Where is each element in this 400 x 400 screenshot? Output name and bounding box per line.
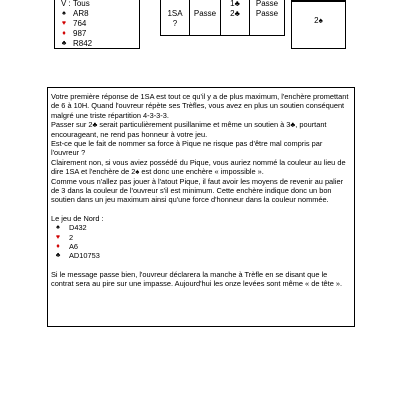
paragraph: Votre première réponse de 1SA est tout ce qu'il y a de plus maximum, l'enchère promettant de 6 à 10H. Quand l'ouvreur répète ses Trèfles, vous avez en plus un soutien conséquent malgré une triste répartition 4-3-3-3. bbox=[51, 92, 349, 120]
spade-icon: ♠ bbox=[56, 224, 60, 232]
club-icon: ♣ bbox=[55, 252, 61, 260]
bidding-table bbox=[160, 0, 285, 36]
paragraph: Passer sur 2♣ serait particulièrement pusillanime et même un soutien à 3♣, pourtant encourageant, ne rend pas honneur à votre jeu. bbox=[51, 120, 327, 139]
suit-cards: 2 bbox=[69, 232, 74, 242]
paragraph: Est-ce que le fait de nommer sa force à Pique ne risque pas d'être mal compris par l'ouvreur ? bbox=[51, 139, 323, 158]
bid-cell: Passe bbox=[255, 0, 279, 8]
suit-cards: 987 bbox=[73, 29, 87, 38]
suit-cards: 764 bbox=[73, 19, 87, 28]
bid-cell: 1SA bbox=[167, 9, 183, 18]
north-hand-title: Le jeu de Nord : bbox=[51, 213, 104, 223]
heart-icon: ♥ bbox=[61, 20, 67, 27]
suit-cards: R842 bbox=[73, 39, 93, 48]
bid-cell: 2♣ bbox=[230, 9, 240, 18]
suit-cards: D432 bbox=[69, 223, 87, 233]
west-hand-box bbox=[54, 0, 140, 49]
hand-suit-row bbox=[51, 251, 351, 260]
contract-bid: 2♠ bbox=[314, 16, 323, 25]
bid-cell: Passe bbox=[193, 9, 217, 18]
bid-column-2 bbox=[190, 0, 221, 36]
bid-column-4 bbox=[250, 0, 285, 36]
hand-suit-row bbox=[51, 233, 351, 242]
hand-suit-row bbox=[51, 223, 351, 232]
bid-column-1 bbox=[161, 0, 190, 36]
hand-title: V : Tous bbox=[61, 0, 90, 8]
bid-cell: Passe bbox=[255, 9, 279, 18]
paragraph: Clairement non, si vous aviez possédé du Pique, vous auriez nommé la couleur au lieu de dire 1SA et l'enchère de 2♠ est donc une enchère « impossible ». bbox=[51, 157, 346, 177]
bid-cell: 1♣ bbox=[230, 0, 240, 8]
hand-suit-row bbox=[57, 29, 139, 39]
spade-icon: ♠ bbox=[62, 10, 66, 17]
paragraph: Si le message passe bien, l'ouvreur déclarera la manche à Trèfle en se disant que le contrat sera au pire sur une impasse. Aujourd'hui les onze levées sont même « de tête ». bbox=[51, 269, 343, 289]
heart-icon: ♥ bbox=[55, 233, 61, 241]
hand-rows bbox=[57, 9, 139, 49]
club-icon: ♣ bbox=[61, 40, 67, 47]
north-hand bbox=[51, 223, 351, 261]
hand-suit-row bbox=[57, 39, 139, 49]
hand-suit-row bbox=[57, 9, 139, 19]
box-top-bar bbox=[292, 0, 345, 2]
diamond-icon: ♦ bbox=[56, 243, 60, 251]
bid-column-3 bbox=[221, 0, 250, 36]
diamond-icon: ♦ bbox=[62, 30, 66, 37]
suit-cards: A6 bbox=[69, 242, 79, 252]
suit-cards: AR8 bbox=[73, 9, 89, 18]
paragraph: Comme vous n'allez pas jouer à l'atout Pique, il faut avoir les moyens de revenir au palier de 3 dans la couleur de l'ouvreur s'il est minimum. Cette enchère indique donc un bon soutien dans un jeu maximum ainsi qu'une force d'honneur dans la couleur nommée. bbox=[51, 176, 344, 205]
commentary-box bbox=[47, 87, 355, 327]
hand-suit-row bbox=[51, 242, 351, 251]
contract-box bbox=[291, 0, 346, 49]
bid-cell: ? bbox=[172, 19, 178, 28]
hand-suit-row bbox=[57, 19, 139, 29]
suit-cards: AD10753 bbox=[69, 251, 100, 261]
